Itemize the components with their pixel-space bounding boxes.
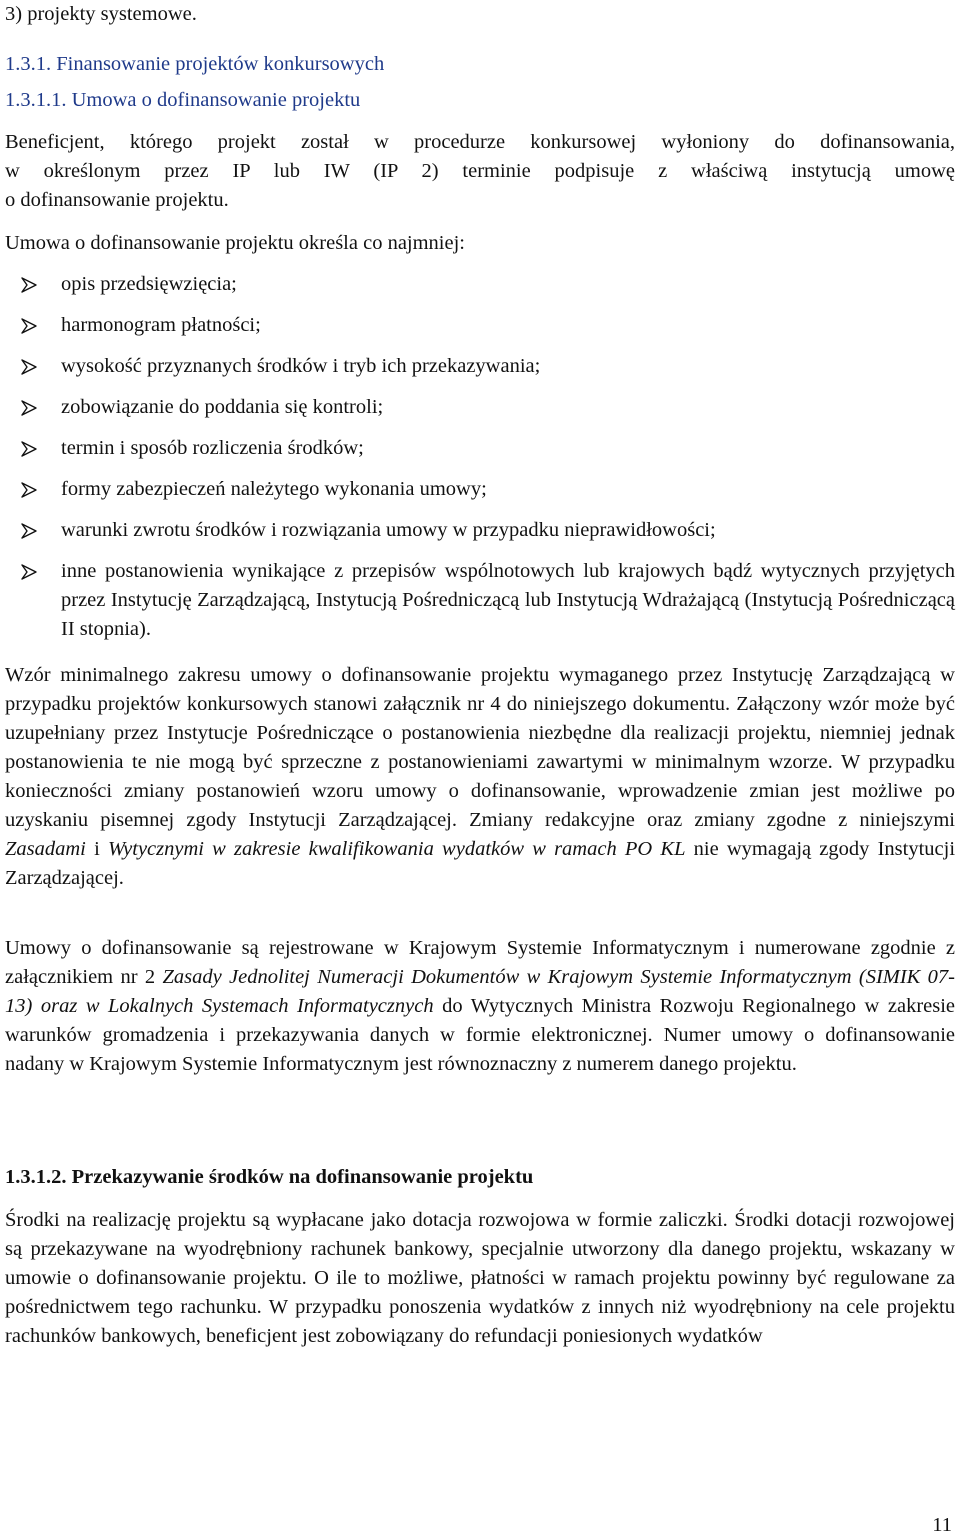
arrowhead-bullet-icon (21, 441, 37, 457)
list-item-text: warunki zwrotu środków i rozwiązania umowy w przypadku nieprawidłowości; (61, 519, 716, 541)
paragraph-funds-transfer: Środki na realizację projektu są wypłacane jako dotacja rozwojowa w formie zaliczki. Środki dotacji rozwojowej są przekazywane na wyodrębniony rachunek bankowy, specjalnie utworzony dla danego projektu, wskazany w umowie o dofinansowanie projektu. O ile to możliwe, płatności w ramach projektu powinny być regulowane za pośrednictwem tego rachunku. W przypadku ponoszenia wydatków z innych niż wyodrębniony na cele projektu rachunków bankowych, beneficjent jest zobowiązany do refundacji poniesionych wydatków (5, 1209, 955, 1347)
list-item-text: inne postanowienia wynikające z przepisów wspólnotowych lub krajowych bądź wytycznych przyjętych przez Instytucję Zarządzającą, Instytucją Pośredniczącą lub Instytucją Wdrażającą (Instytucją Pośredniczącą II stopnia). (61, 560, 955, 640)
list-item-text: zobowiązanie do poddania się kontroli; (61, 396, 384, 418)
section-heading-1-3-1-1: 1.3.1.1. Umowa o dofinansowanie projektu (5, 89, 361, 111)
list-intro: Umowa o dofinansowanie projektu określa co najmniej: (5, 232, 465, 254)
list-item (5, 557, 955, 644)
paragraph-line: o dofinansowanie projektu. (5, 189, 229, 211)
list-item (5, 475, 955, 504)
list-item-text: formy zabezpieczeń należytego wykonania umowy; (61, 478, 487, 500)
text-run: Umowy o dofinansowanie są rejestrowane w Krajowym Systemie Informatycznym i numerowane zgodnie z załącznikiem nr 2 (5, 937, 955, 988)
paragraph-intro (5, 128, 955, 215)
list-item (5, 516, 955, 545)
arrowhead-bullet-icon (21, 564, 37, 580)
page-number: 11 (932, 1514, 952, 1536)
list-item-text: wysokość przyznanych środków i tryb ich przekazywania; (61, 355, 541, 377)
list-item (5, 393, 955, 422)
text-run: nie wymagają zgody Instytucji Zarządzającej. (5, 838, 956, 889)
list-item (5, 311, 955, 340)
requirements-list (5, 270, 955, 644)
arrowhead-bullet-icon (21, 482, 37, 498)
text-run-italic: Wytycznymi w zakresie kwalifikowania wydatków w ramach PO KL (107, 838, 686, 860)
arrowhead-bullet-icon (21, 523, 37, 539)
list-item (5, 352, 955, 381)
arrowhead-bullet-icon (21, 359, 37, 375)
text-run-italic: Zasady Jednolitej Numeracji Dokumentów w Krajowym Systemie Informatycznym (SIMIK 07-13) oraz w Lokalnych Systemach Informatycznych (5, 966, 956, 1017)
list-item-heading: 3) projekty systemowe. (5, 3, 197, 25)
paragraph-line: Beneficjent, którego projekt został w procedurze konkursowej wyłoniony do dofinansowania, (5, 131, 955, 153)
text-run: i (94, 838, 100, 860)
arrowhead-bullet-icon (21, 400, 37, 416)
section-heading-1-3-1-2: 1.3.1.2. Przekazywanie środków na dofinansowanie projektu (5, 1166, 534, 1188)
list-item (5, 270, 955, 299)
list-item-text: harmonogram płatności; (61, 314, 261, 336)
arrowhead-bullet-icon (21, 277, 37, 293)
paragraph-registration (5, 934, 955, 1079)
list-item (5, 434, 955, 463)
arrowhead-bullet-icon (21, 318, 37, 334)
paragraph-template-scope (5, 661, 955, 893)
paragraph-line: w określonym przez IP lub IW (IP 2) terminie podpisuje z właściwą instytucją umowę (5, 160, 955, 182)
list-item-text: termin i sposób rozliczenia środków; (61, 437, 364, 459)
section-heading-1-3-1: 1.3.1. Finansowanie projektów konkursowych (5, 53, 385, 75)
text-run-italic: Zasadami (5, 838, 86, 860)
list-item-text: opis przedsięwzięcia; (61, 273, 237, 295)
text-run: Wzór minimalnego zakresu umowy o dofinansowanie projektu wymaganego przez Instytucję Zarządzającą w przypadku projektów konkursowych stanowi załącznik nr 4 do niniejszego dokumentu. Załączony wzór może być uzupełniany przez Instytucje Pośredniczące o postanowienia niezbędne dla realizacji projektu, niemniej jednak postanowienia te nie mogą być sprzeczne z postanowieniami zawartymi w minimalnym wzorze. W przypadku konieczności zmiany postanowień wzoru umowy o dofinansowanie, wprowadzenie zmian jest możliwe po uzyskaniu pisemnej zgody Instytucji Zarządzającej. Zmiany redakcyjne oraz zmiany zgodne z niniejszymi (5, 664, 955, 831)
text-run: do Wytycznych Ministra Rozwoju Regionalnego w zakresie warunków gromadzenia i przekazywania danych w formie elektronicznej. Numer umowy o dofinansowanie nadany w Krajowym Systemie Informatycznym jest równoznaczny z numerem danego projektu. (5, 995, 956, 1075)
